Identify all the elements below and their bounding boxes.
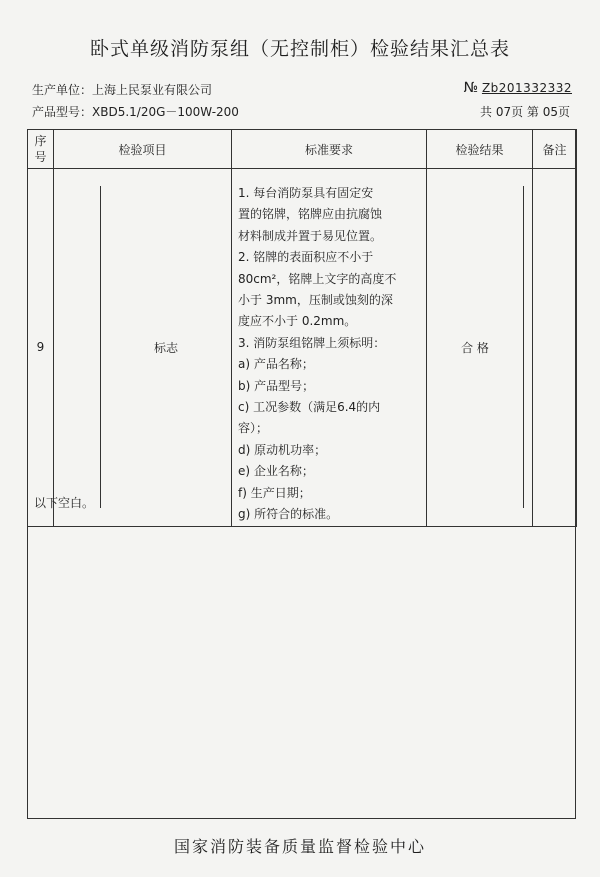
requirement-line: c) 工况参数（满足6.4的内 bbox=[238, 400, 381, 415]
header-result: 检验结果 bbox=[427, 130, 533, 169]
header-standard: 标准要求 bbox=[232, 130, 427, 169]
item-subcell-left bbox=[54, 186, 100, 508]
row-result-cell bbox=[427, 169, 533, 527]
result-subcell-right bbox=[523, 186, 532, 508]
requirement-line: 小于 3mm，压制或蚀刻的深 bbox=[238, 293, 393, 308]
row-seq: 9 bbox=[28, 169, 54, 527]
model-line bbox=[32, 103, 239, 120]
requirement-line: 材料制成并置于易见位置。 bbox=[238, 228, 383, 243]
row-item: 标志 bbox=[100, 186, 231, 508]
row-remark bbox=[533, 169, 577, 527]
header-seq: 序号 bbox=[28, 130, 54, 169]
requirement-line: g) 所符合的标准。 bbox=[238, 507, 339, 522]
model-label: 产品型号： bbox=[32, 105, 93, 119]
requirement-line: f) 生产日期； bbox=[238, 485, 311, 500]
requirement-line: 置的铭牌，铭牌应由抗腐蚀 bbox=[238, 207, 383, 222]
row-item-cell bbox=[54, 169, 232, 527]
row-requirements bbox=[232, 169, 427, 527]
inspection-table bbox=[27, 129, 577, 527]
requirement-line: 1. 每台消防泵具有固定安 bbox=[238, 186, 374, 200]
row-result: 合 格 bbox=[461, 340, 489, 355]
table-header-row bbox=[28, 130, 577, 169]
manufacturer-label: 生产单位： bbox=[32, 83, 93, 97]
requirement-line: 度应不小于 0.2mm。 bbox=[238, 314, 357, 329]
requirement-line: b) 产品型号； bbox=[238, 378, 315, 393]
serial-mark: № bbox=[463, 80, 479, 96]
requirement-line: 容）； bbox=[238, 421, 269, 436]
manufacturer-line bbox=[32, 81, 212, 98]
manufacturer-value: 上海上民泵业有限公司 bbox=[92, 83, 213, 97]
header-item: 检验项目 bbox=[54, 130, 232, 169]
document-title: 卧式单级消防泵组（无控制柜）检验结果汇总表 bbox=[89, 38, 510, 60]
requirement-line: 80cm²，铭牌上文字的高度不 bbox=[238, 271, 397, 286]
blank-note: 以下空白。 bbox=[34, 496, 95, 510]
requirement-line: d) 原动机功率； bbox=[238, 442, 327, 457]
table-row bbox=[28, 169, 577, 527]
footer-organization: 国家消防装备质量监督检验中心 bbox=[173, 837, 426, 856]
page-info: 共 07页 第 05页 bbox=[480, 105, 570, 119]
requirement-line: 2. 铭牌的表面积应不小于 bbox=[238, 250, 374, 265]
serial-line bbox=[464, 80, 572, 96]
requirements-list bbox=[232, 169, 426, 526]
header-remark: 备注 bbox=[533, 130, 577, 169]
serial-number: Zb201332332 bbox=[481, 81, 572, 95]
model-value: XBD5.1/20G－100W-200 bbox=[92, 105, 239, 119]
requirement-line: a) 产品名称； bbox=[238, 357, 314, 372]
remark-subcell-left bbox=[533, 186, 576, 508]
requirement-line: e) 企业名称； bbox=[238, 464, 314, 479]
requirement-line: 3. 消防泵组铭牌上须标明： bbox=[238, 335, 386, 350]
